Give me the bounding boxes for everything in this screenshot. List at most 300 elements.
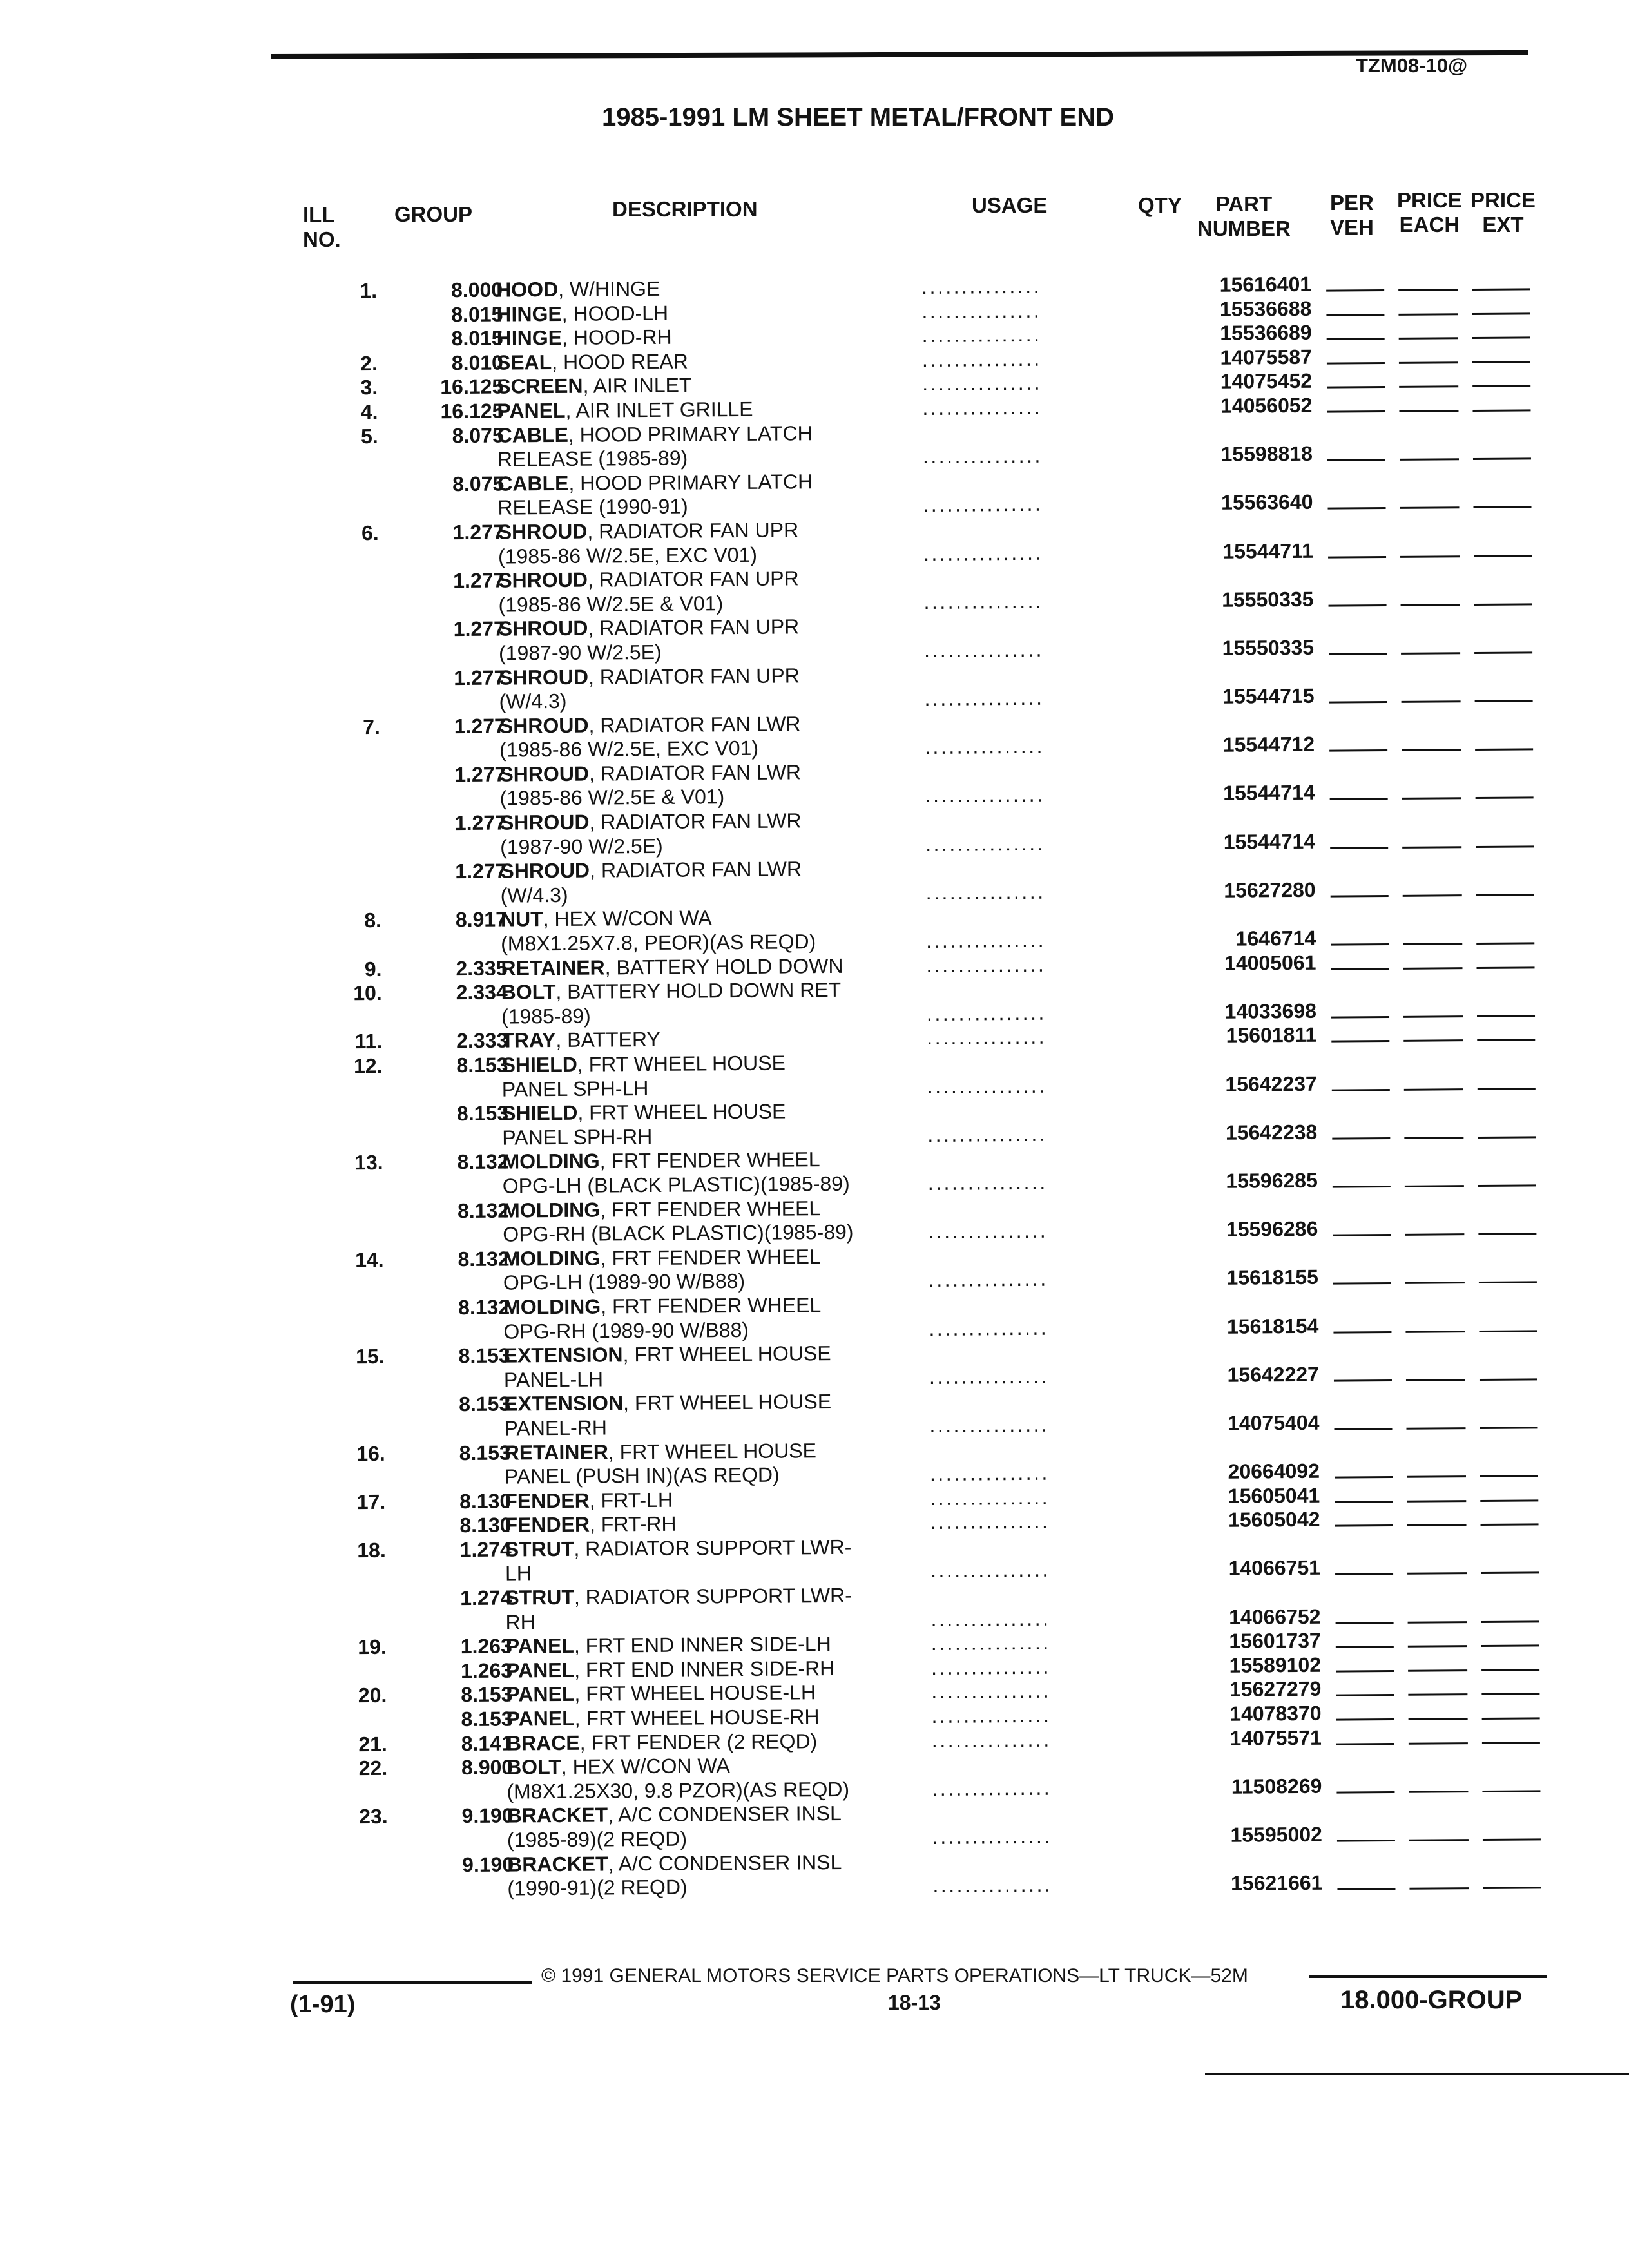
- part-entry: [286, 1579, 1562, 1636]
- usage-leader-dots: ...............: [921, 347, 1042, 371]
- footer-rule-left: [293, 1981, 532, 1984]
- price-each-blank: [1401, 652, 1460, 655]
- part-name: SHROUD: [499, 665, 589, 689]
- part-name: SHIELD: [501, 1100, 578, 1125]
- part-description-text: , BATTERY: [555, 1028, 660, 1052]
- part-description: [498, 591, 723, 617]
- part-description-text: , RADIATOR FAN LWR: [589, 809, 802, 834]
- per-veh-blank: [1332, 1137, 1390, 1140]
- part-description: [498, 543, 757, 568]
- per-veh-blank: [1331, 1016, 1389, 1019]
- group-number: 8.075: [452, 423, 504, 447]
- group-number: 1.277: [453, 617, 505, 641]
- usage-leader-dots: ...............: [925, 783, 1045, 807]
- part-entry: [285, 1434, 1561, 1491]
- part-description-text: (1985-86 W/2.5E, EXC V01): [499, 736, 759, 762]
- price-ext-blank: [1479, 1330, 1537, 1332]
- part-description-text: , FRT END INNER SIDE-RH: [574, 1656, 835, 1682]
- part-number: 15642238: [1225, 1120, 1318, 1144]
- part-name: SHROUD: [498, 616, 588, 640]
- parts-list: [277, 271, 1565, 1903]
- part-description: [497, 470, 813, 496]
- part-description-text: , FRT END INNER SIDE-LH: [574, 1632, 831, 1658]
- price-each-blank: [1402, 798, 1461, 800]
- usage-leader-dots: ...............: [930, 1655, 1052, 1679]
- part-name: PANEL: [497, 398, 566, 423]
- part-description-text: , FRT FENDER WHEEL: [600, 1244, 821, 1270]
- part-name: SHROUD: [499, 810, 590, 834]
- price-each-blank: [1409, 1742, 1468, 1745]
- price-ext-blank: [1480, 1499, 1538, 1502]
- column-header-price-each: PRICE EACH: [1397, 188, 1462, 236]
- part-entry: [287, 1748, 1563, 1805]
- part-number: 15536689: [1220, 320, 1312, 345]
- price-ext-blank: [1476, 942, 1534, 945]
- usage-leader-dots: ...............: [927, 1122, 1048, 1146]
- part-number: 14075404: [1227, 1410, 1320, 1435]
- per-veh-blank: [1327, 410, 1385, 413]
- price-each-blank: [1399, 361, 1458, 364]
- part-description: [501, 978, 842, 1004]
- ill-number: 11.: [354, 1030, 383, 1053]
- page-title: 1985-1991 LM SHEET METAL/FRONT END: [602, 103, 1114, 131]
- part-description: [507, 1850, 842, 1877]
- ill-number: 6.: [361, 521, 379, 545]
- usage-leader-dots: ...............: [922, 371, 1043, 396]
- price-ext-blank: [1474, 603, 1532, 606]
- group-number: 1.277: [452, 520, 505, 544]
- part-name: MOLDING: [503, 1246, 601, 1271]
- part-name: MOLDING: [502, 1198, 601, 1222]
- part-entry: [285, 1385, 1561, 1442]
- per-veh-blank: [1333, 1186, 1391, 1188]
- part-description-text: , AIR INLET: [583, 373, 692, 398]
- part-description-text: OPG-LH (1989-90 W/B88): [503, 1269, 746, 1294]
- usage-leader-dots: ...............: [931, 1727, 1052, 1752]
- part-description-text: , FRT FENDER WHEEL: [599, 1148, 820, 1173]
- part-number: 15544712: [1222, 733, 1315, 757]
- part-number: 15642227: [1227, 1362, 1320, 1387]
- part-description-text: , A/C CONDENSER INSL: [608, 1850, 842, 1876]
- part-description: [497, 447, 688, 472]
- part-description: [502, 1100, 786, 1126]
- ill-number: 5.: [360, 424, 378, 448]
- ill-number: 12.: [353, 1053, 383, 1078]
- part-description-text: RH: [505, 1610, 535, 1634]
- usage-leader-dots: ...............: [926, 1001, 1046, 1025]
- price-ext-blank: [1480, 1475, 1538, 1477]
- part-number: 15544714: [1223, 781, 1315, 805]
- part-entry: [284, 1288, 1560, 1345]
- per-veh-blank: [1330, 798, 1388, 800]
- per-veh-blank: [1333, 1234, 1391, 1236]
- usage-leader-dots: ...............: [929, 1316, 1049, 1340]
- part-description-text: (M8X1.25X7.8, PEOR)(AS REQD): [501, 930, 816, 956]
- part-description: [503, 1220, 853, 1247]
- part-name: STRUT: [505, 1585, 575, 1610]
- group-number: 8.010: [451, 351, 504, 374]
- group-number: 2.334: [456, 980, 508, 1004]
- per-veh-blank: [1327, 386, 1385, 389]
- part-description: [499, 615, 800, 642]
- price-each-blank: [1400, 458, 1459, 461]
- part-description-text: , FRT WHEEL HOUSE: [577, 1051, 786, 1076]
- part-number: 15642237: [1225, 1072, 1317, 1096]
- price-ext-blank: [1482, 1790, 1540, 1792]
- price-each-blank: [1404, 1137, 1463, 1139]
- part-description: [502, 1148, 820, 1175]
- part-entry: [280, 755, 1556, 812]
- part-name: HINGE: [496, 302, 562, 326]
- price-each-blank: [1398, 313, 1458, 316]
- usage-leader-dots: ...............: [924, 734, 1045, 759]
- part-description: [506, 1754, 730, 1780]
- part-description-text: , FRT-LH: [589, 1488, 673, 1512]
- per-veh-blank: [1336, 1694, 1394, 1696]
- part-description-text: , FRT-RH: [589, 1512, 677, 1536]
- column-header-usage: USAGE: [972, 193, 1048, 217]
- part-name: CABLE: [497, 471, 569, 495]
- price-ext-blank: [1477, 1039, 1535, 1042]
- part-name: FENDER: [505, 1488, 590, 1513]
- per-veh-blank: [1327, 459, 1385, 461]
- part-description-text: , RADIATOR FAN LWR: [588, 760, 802, 785]
- part-entry: [278, 416, 1554, 474]
- ill-number: 18.: [357, 1538, 386, 1562]
- column-header-group: GROUP: [394, 202, 473, 226]
- group-number: 8.917: [455, 907, 508, 932]
- price-each-blank: [1399, 337, 1458, 340]
- usage-leader-dots: ...............: [929, 1412, 1050, 1437]
- part-number: 15605042: [1228, 1508, 1320, 1532]
- part-description: [507, 1802, 842, 1828]
- ill-number: 16.: [356, 1441, 385, 1465]
- per-veh-blank: [1328, 507, 1386, 510]
- part-description: [497, 349, 688, 375]
- part-number: 15618155: [1226, 1265, 1318, 1290]
- price-each-blank: [1402, 846, 1461, 849]
- usage-leader-dots: ...............: [928, 1267, 1048, 1292]
- per-veh-blank: [1336, 1743, 1394, 1745]
- part-description-text: LH: [505, 1561, 532, 1586]
- price-ext-blank: [1472, 385, 1530, 388]
- part-description-text: , HOOD-RH: [561, 325, 672, 350]
- part-description: [503, 1245, 820, 1271]
- usage-leader-dots: ...............: [921, 274, 1042, 299]
- ill-number: 22.: [358, 1756, 388, 1780]
- part-description: [505, 1562, 532, 1586]
- part-name: BRACKET: [506, 1803, 608, 1827]
- part-description: [497, 421, 813, 448]
- ill-number: 3.: [360, 376, 378, 399]
- price-ext-blank: [1482, 1717, 1540, 1720]
- price-ext-blank: [1475, 700, 1533, 703]
- usage-leader-dots: ...............: [927, 1073, 1047, 1098]
- part-entry: [278, 465, 1554, 522]
- part-description-text: , RADIATOR FAN UPR: [587, 518, 799, 543]
- column-header-per-veh: PER VEH: [1330, 191, 1374, 239]
- part-description-text: , FRT WHEEL HOUSE: [622, 1341, 831, 1367]
- part-description-text: , RADIATOR FAN UPR: [587, 566, 799, 591]
- part-number: 14066751: [1228, 1556, 1321, 1581]
- part-description-text: , RADIATOR SUPPORT LWR-: [574, 1583, 852, 1609]
- price-ext-blank: [1478, 1088, 1536, 1090]
- group-number: 8.153: [461, 1707, 513, 1731]
- part-description: [505, 1535, 852, 1562]
- part-number: 15596285: [1226, 1168, 1318, 1193]
- part-description: [503, 1196, 820, 1223]
- price-ext-blank: [1481, 1524, 1539, 1526]
- part-description-text: , RADIATOR SUPPORT LWR-: [574, 1535, 852, 1561]
- part-name: SHIELD: [501, 1052, 577, 1077]
- usage-leader-dots: ...............: [928, 1218, 1048, 1244]
- part-number: 14056052: [1220, 393, 1313, 418]
- column-header-price-ext: PRICE EXT: [1470, 188, 1536, 236]
- group-number: 8.153: [459, 1441, 511, 1465]
- part-description-text: , RADIATOR FAN UPR: [588, 663, 800, 689]
- price-each-blank: [1400, 507, 1460, 510]
- group-number: 1.277: [454, 714, 506, 738]
- usage-leader-dots: ...............: [923, 492, 1043, 517]
- part-description-text: PANEL-LH: [503, 1367, 604, 1392]
- part-entry: [281, 803, 1557, 861]
- part-description-text: , RADIATOR FAN UPR: [588, 615, 800, 640]
- per-veh-blank: [1337, 1840, 1395, 1842]
- part-number: 14075571: [1229, 1725, 1322, 1750]
- part-entry: [288, 1797, 1564, 1854]
- part-description-text: , RADIATOR FAN LWR: [588, 712, 801, 737]
- part-number: 15618154: [1226, 1314, 1319, 1338]
- part-number: 15544711: [1222, 539, 1314, 563]
- part-name: EXTENSION: [504, 1391, 624, 1416]
- price-ext-blank: [1481, 1669, 1539, 1671]
- column-header-qty: QTY: [1138, 193, 1182, 217]
- copyright-notice: © 1991 GENERAL MOTORS SERVICE PARTS OPERATIONS—LT TRUCK—52M: [541, 1965, 1248, 1986]
- part-number: 15596286: [1226, 1216, 1318, 1241]
- part-description: [507, 1827, 687, 1853]
- part-number: 14033698: [1224, 999, 1317, 1023]
- part-description: [501, 930, 816, 956]
- part-name: EXTENSION: [503, 1343, 623, 1367]
- part-entry: [283, 1094, 1559, 1151]
- part-number: 14075452: [1220, 369, 1313, 394]
- part-description-text: (1987-90 W/2.5E): [500, 834, 663, 859]
- per-veh-blank: [1336, 1646, 1394, 1648]
- ill-number: 2.: [360, 351, 378, 375]
- part-description-text: OPG-RH (1989-90 W/B88): [503, 1318, 749, 1343]
- part-entry: [279, 513, 1555, 570]
- part-description: [505, 1584, 852, 1610]
- ill-number: 8.: [364, 908, 382, 932]
- price-ext-blank: [1481, 1693, 1539, 1696]
- per-veh-blank: [1335, 1476, 1393, 1479]
- part-description-text: (1985-89): [501, 1004, 591, 1028]
- group-number: 8.141: [461, 1731, 513, 1755]
- price-ext-blank: [1472, 361, 1530, 363]
- group-number: 8.075: [452, 472, 505, 495]
- per-veh-blank: [1326, 289, 1384, 292]
- part-description-text: , FRT WHEEL HOUSE: [577, 1099, 786, 1124]
- price-ext-blank: [1478, 1136, 1536, 1139]
- part-entry: [285, 1336, 1561, 1394]
- price-each-blank: [1406, 1379, 1465, 1381]
- part-description: [504, 1390, 831, 1416]
- part-description: [505, 1463, 780, 1490]
- price-each-blank: [1407, 1573, 1467, 1575]
- part-description-text: (1990-91)(2 REQD): [507, 1875, 688, 1900]
- per-veh-blank: [1328, 556, 1386, 559]
- part-description-text: (1985-86 W/2.5E & V01): [498, 591, 724, 617]
- part-description: [504, 1367, 603, 1392]
- price-each-blank: [1409, 1887, 1469, 1890]
- group-number: 1.277: [454, 762, 506, 786]
- price-each-blank: [1409, 1839, 1469, 1841]
- price-each-blank: [1403, 967, 1462, 970]
- part-number: 15621661: [1230, 1870, 1323, 1895]
- part-name: SHROUD: [500, 858, 590, 883]
- part-name: PANEL: [505, 1658, 575, 1682]
- per-veh-blank: [1334, 1379, 1392, 1382]
- ill-number: 14.: [355, 1247, 384, 1271]
- price-each-blank: [1402, 700, 1461, 703]
- group-number: 16.125: [440, 374, 504, 399]
- price-ext-blank: [1476, 894, 1534, 896]
- group-number: 1.263: [460, 1658, 513, 1682]
- part-name: BOLT: [501, 980, 556, 1004]
- usage-leader-dots: ...............: [932, 1872, 1053, 1898]
- part-entry: [286, 1530, 1562, 1588]
- usage-leader-dots: ...............: [930, 1509, 1050, 1534]
- part-number: 15550335: [1222, 587, 1314, 611]
- price-each-blank: [1403, 894, 1462, 897]
- part-name: SHROUD: [499, 713, 589, 738]
- part-number: 15601811: [1226, 1023, 1317, 1048]
- part-description-text: PANEL (PUSH IN)(AS REQD): [504, 1463, 780, 1488]
- part-description: [501, 907, 712, 932]
- price-each-blank: [1409, 1791, 1468, 1793]
- price-ext-blank: [1483, 1887, 1541, 1890]
- usage-leader-dots: ...............: [923, 637, 1045, 662]
- part-number: 14066752: [1229, 1604, 1321, 1629]
- part-entry: [281, 852, 1557, 909]
- part-entry: [288, 1845, 1564, 1903]
- usage-leader-dots: ...............: [930, 1630, 1051, 1655]
- group-label: 18.000-GROUP: [1340, 1986, 1523, 2014]
- price-ext-blank: [1474, 651, 1532, 654]
- group-number: 8.132: [457, 1198, 510, 1222]
- price-each-blank: [1407, 1500, 1466, 1503]
- part-name: MOLDING: [502, 1149, 600, 1173]
- part-name: CABLE: [497, 423, 569, 447]
- part-name: BRACKET: [507, 1852, 608, 1876]
- price-ext-blank: [1481, 1620, 1539, 1623]
- part-description-text: , HEX W/CON WA: [543, 906, 712, 931]
- price-each-blank: [1408, 1669, 1467, 1672]
- price-each-blank: [1404, 1088, 1463, 1091]
- group-number: 8.153: [456, 1053, 508, 1077]
- part-description-text: , HEX W/CON WA: [561, 1754, 730, 1779]
- price-each-blank: [1408, 1645, 1467, 1648]
- part-description: [505, 1512, 676, 1537]
- part-description-text: (1985-86 W/2.5E, EXC V01): [497, 543, 758, 568]
- group-number: 8.132: [457, 1149, 509, 1174]
- price-each-blank: [1405, 1233, 1464, 1236]
- usage-leader-dots: ...............: [932, 1824, 1052, 1849]
- price-ext-blank: [1480, 1427, 1537, 1429]
- part-name: MOLDING: [503, 1294, 601, 1319]
- usage-leader-dots: ...............: [930, 1558, 1050, 1582]
- price-ext-blank: [1476, 845, 1534, 848]
- price-each-blank: [1408, 1694, 1467, 1696]
- usage-leader-dots: ...............: [925, 879, 1046, 904]
- group-number: 1.274: [460, 1586, 512, 1610]
- part-description: [500, 858, 802, 884]
- price-ext-blank: [1476, 797, 1534, 800]
- price-ext-blank: [1480, 1378, 1537, 1381]
- part-description: [499, 640, 662, 666]
- price-each-blank: [1398, 289, 1458, 291]
- part-name: SCREEN: [497, 374, 583, 398]
- part-description: [499, 712, 801, 738]
- price-ext-blank: [1472, 337, 1530, 340]
- part-description: [506, 1657, 835, 1683]
- page-number: 18-13: [888, 1991, 941, 2014]
- part-name: SEAL: [496, 350, 552, 374]
- per-veh-blank: [1327, 362, 1385, 365]
- usage-leader-dots: ...............: [929, 1461, 1050, 1486]
- group-number: 1.277: [453, 568, 505, 593]
- part-description: [499, 760, 801, 787]
- part-description: [498, 518, 799, 544]
- part-name: STRUT: [505, 1537, 574, 1561]
- part-description-text: (W/4.3): [500, 883, 568, 907]
- price-ext-blank: [1472, 312, 1530, 315]
- part-description: [497, 398, 753, 423]
- part-description: [501, 1028, 660, 1053]
- part-entry: [279, 561, 1555, 619]
- ill-number: 17.: [356, 1490, 386, 1514]
- part-number: 11508269: [1231, 1774, 1322, 1798]
- part-name: RETAINER: [504, 1439, 609, 1465]
- part-description: [503, 1293, 821, 1320]
- group-number: 8.015: [451, 326, 503, 351]
- part-description: [506, 1681, 816, 1707]
- usage-leader-dots: ...............: [931, 1679, 1052, 1704]
- part-number: 15627280: [1224, 878, 1316, 902]
- per-veh-blank: [1336, 1670, 1394, 1673]
- usage-leader-dots: ...............: [922, 443, 1043, 468]
- group-number: 8.132: [458, 1295, 510, 1320]
- usage-leader-dots: ...............: [926, 952, 1046, 977]
- part-description-text: , AIR INLET GRILLE: [565, 397, 753, 422]
- part-description-text: , HOOD PRIMARY LATCH: [568, 421, 813, 447]
- part-description: [503, 1172, 850, 1198]
- price-each-blank: [1406, 1427, 1465, 1430]
- part-description: [501, 1004, 591, 1029]
- price-each-blank: [1400, 555, 1460, 558]
- part-description: [502, 1077, 649, 1102]
- part-description: [503, 1269, 746, 1295]
- part-description-text: , BATTERY HOLD DOWN RET: [555, 978, 842, 1004]
- price-each-blank: [1405, 1185, 1464, 1187]
- per-veh-blank: [1331, 1040, 1389, 1043]
- part-number: 15595002: [1230, 1822, 1323, 1847]
- per-veh-blank: [1327, 338, 1385, 340]
- per-veh-blank: [1333, 1282, 1391, 1285]
- part-entry: [282, 901, 1557, 958]
- price-blanks: [1337, 1887, 1555, 1912]
- part-description: [500, 834, 663, 859]
